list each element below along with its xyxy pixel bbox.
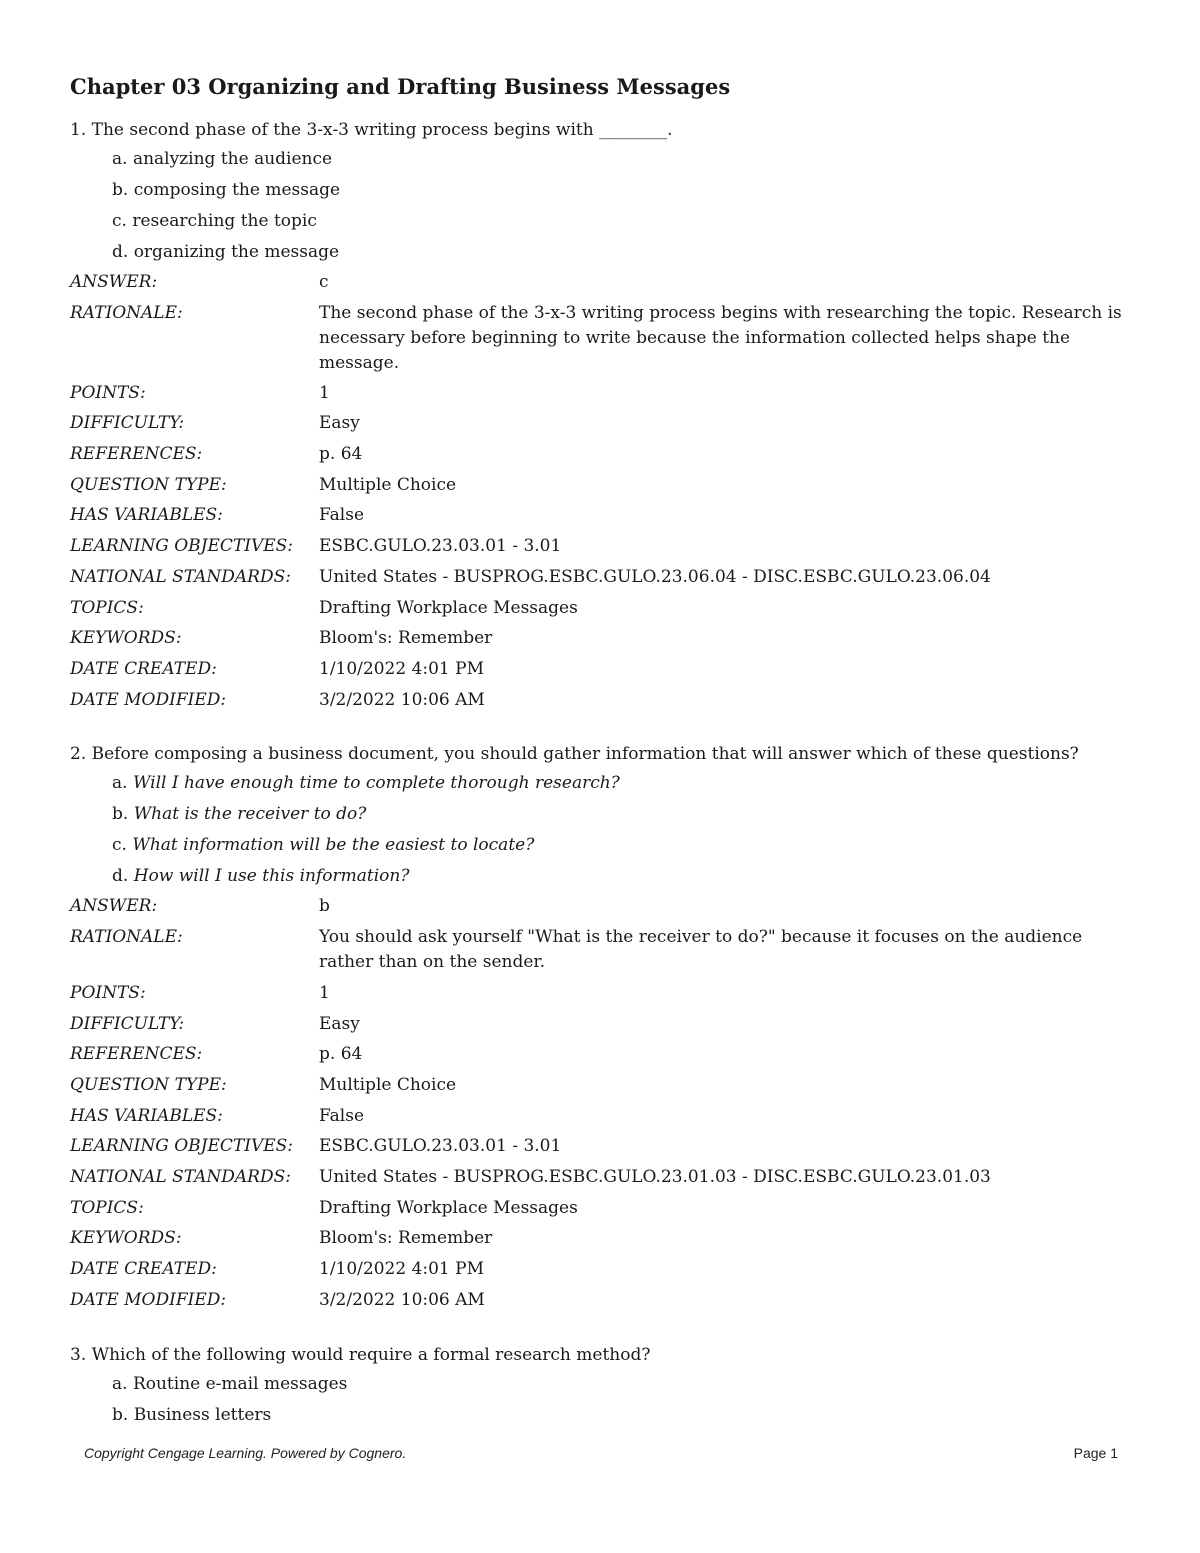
has-variables-row	[70, 501, 1130, 532]
rationale-value: The second phase of the 3-x-3 writing process begins with researching the topic. Research is necessary before beginning to write because the information collected helps shape the message.	[319, 302, 1122, 373]
choice-d	[70, 861, 1130, 892]
date-created-row	[70, 1255, 1130, 1286]
choice-text: How will I use this information?	[133, 866, 410, 887]
date-created-value: 1/10/2022 4:01 PM	[319, 1259, 484, 1280]
difficulty-row	[70, 409, 1130, 440]
answer-value: c	[319, 272, 329, 292]
rationale-value: You should ask yourself "What is the receiver to do?" because it focuses on the audience rather than on the sender.	[319, 926, 1083, 972]
learning-objectives-value: ESBC.GULO.23.03.01 - 3.01	[319, 536, 562, 557]
national-standards-value: United States - BUSPROG.ESBC.GULO.23.01.03 - DISC.ESBC.GULO.23.01.03	[319, 1167, 991, 1188]
has-variables-value: False	[319, 1105, 364, 1126]
choice-b	[70, 799, 1130, 830]
choice-b: b. composing the message	[112, 180, 341, 200]
question-type-label: QUESTION TYPE:	[70, 1075, 227, 1095]
choice-text: What information will be the easiest to locate?	[132, 835, 535, 856]
date-modified-row	[70, 686, 1130, 717]
date-created-value: 1/10/2022 4:01 PM	[319, 658, 484, 679]
page-number: Page 1	[1073, 1445, 1118, 1461]
difficulty-row	[70, 1010, 1130, 1041]
references-label: REFERENCES:	[70, 444, 203, 465]
choice-letter: d.	[112, 866, 129, 887]
date-created-label: DATE CREATED:	[70, 658, 217, 679]
question-separator	[70, 1317, 1130, 1341]
answer-label: ANSWER:	[70, 896, 158, 917]
keywords-label: KEYWORDS:	[70, 1228, 182, 1249]
page-footer	[84, 1445, 1118, 1461]
date-modified-value: 3/2/2022 10:06 AM	[319, 689, 485, 710]
points-row	[70, 979, 1130, 1010]
choice-b: b. Business letters	[112, 1404, 272, 1425]
learning-objectives-row	[70, 1132, 1130, 1163]
question-type-row	[70, 1071, 1130, 1102]
national-standards-label: NATIONAL STANDARDS:	[70, 566, 291, 587]
choice-text: Will I have enough time to complete thorough research?	[132, 773, 620, 794]
question-1	[70, 116, 1130, 716]
rationale-row	[70, 923, 1130, 979]
date-modified-row	[70, 1286, 1130, 1317]
question-stem: 2. Before composing a business document, you should gather information that will answer which of these questions?	[70, 744, 1079, 765]
date-created-label: DATE CREATED:	[70, 1259, 217, 1280]
has-variables-label: HAS VARIABLES:	[70, 505, 223, 526]
answer-value: b	[319, 896, 330, 917]
has-variables-value: False	[319, 505, 364, 526]
points-value: 1	[319, 982, 330, 1003]
references-value: p. 64	[319, 1044, 363, 1065]
question-type-value: Multiple Choice	[319, 474, 457, 495]
topics-label: TOPICS:	[70, 1197, 144, 1218]
date-created-row	[70, 655, 1130, 686]
keywords-label: KEYWORDS:	[70, 628, 182, 649]
rationale-label: RATIONALE:	[70, 302, 183, 323]
question-2	[70, 740, 1130, 1316]
national-standards-row	[70, 563, 1130, 594]
learning-objectives-row	[70, 532, 1130, 563]
topics-label: TOPICS:	[70, 597, 144, 618]
date-modified-label: DATE MODIFIED:	[70, 689, 227, 710]
date-modified-value: 3/2/2022 10:06 AM	[319, 1289, 485, 1310]
references-label: REFERENCES:	[70, 1044, 203, 1065]
question-stem: 1. The second phase of the 3-x-3 writing process begins with ________.	[70, 120, 673, 140]
references-row	[70, 440, 1130, 471]
answer-label: ANSWER:	[70, 272, 158, 292]
keywords-row	[70, 624, 1130, 655]
choice-a: a. analyzing the audience	[112, 149, 333, 169]
question-3	[70, 1341, 1130, 1431]
document-page	[70, 72, 1130, 1431]
learning-objectives-value: ESBC.GULO.23.03.01 - 3.01	[319, 1136, 562, 1157]
question-type-label: QUESTION TYPE:	[70, 474, 227, 495]
learning-objectives-label: LEARNING OBJECTIVES:	[70, 1136, 294, 1157]
rationale-row	[70, 299, 1130, 379]
keywords-row	[70, 1224, 1130, 1255]
choice-letter: a.	[112, 773, 128, 794]
difficulty-value: Easy	[319, 413, 360, 434]
answer-row	[70, 892, 1130, 923]
question-stem: 3. Which of the following would require a formal research method?	[70, 1344, 651, 1365]
choice-c: c. researching the topic	[112, 211, 317, 231]
page-title: Chapter 03 Organizing and Drafting Business Messages	[70, 74, 731, 99]
question-type-value: Multiple Choice	[319, 1075, 457, 1095]
choice-letter: b.	[112, 804, 129, 825]
references-row	[70, 1040, 1130, 1071]
topics-row	[70, 1194, 1130, 1225]
choice-c	[70, 830, 1130, 861]
choice-d: d. organizing the message	[112, 242, 340, 262]
choice-a	[70, 768, 1130, 799]
keywords-value: Bloom's: Remember	[319, 1228, 493, 1249]
keywords-value: Bloom's: Remember	[319, 628, 493, 649]
has-variables-label: HAS VARIABLES:	[70, 1105, 223, 1126]
question-separator	[70, 716, 1130, 740]
answer-row	[70, 268, 1130, 299]
national-standards-label: NATIONAL STANDARDS:	[70, 1167, 291, 1188]
difficulty-value: Easy	[319, 1013, 360, 1034]
points-label: POINTS:	[70, 382, 146, 403]
has-variables-row	[70, 1102, 1130, 1133]
topics-row	[70, 594, 1130, 625]
question-type-row	[70, 471, 1130, 502]
choice-a: a. Routine e-mail messages	[112, 1373, 348, 1394]
national-standards-value: United States - BUSPROG.ESBC.GULO.23.06.04 - DISC.ESBC.GULO.23.06.04	[319, 566, 991, 587]
points-value: 1	[319, 382, 330, 403]
learning-objectives-label: LEARNING OBJECTIVES:	[70, 536, 294, 557]
points-row	[70, 379, 1130, 410]
national-standards-row	[70, 1163, 1130, 1194]
copyright-text: Copyright Cengage Learning. Powered by Cognero.	[84, 1445, 407, 1461]
topics-value: Drafting Workplace Messages	[319, 1197, 578, 1218]
date-modified-label: DATE MODIFIED:	[70, 1289, 227, 1310]
choice-text: What is the receiver to do?	[133, 804, 367, 825]
references-value: p. 64	[319, 444, 363, 465]
difficulty-label: DIFFICULTY:	[70, 413, 185, 434]
choice-letter: c.	[112, 835, 127, 856]
difficulty-label: DIFFICULTY:	[70, 1013, 185, 1034]
points-label: POINTS:	[70, 982, 146, 1003]
rationale-label: RATIONALE:	[70, 926, 183, 947]
topics-value: Drafting Workplace Messages	[319, 597, 578, 618]
